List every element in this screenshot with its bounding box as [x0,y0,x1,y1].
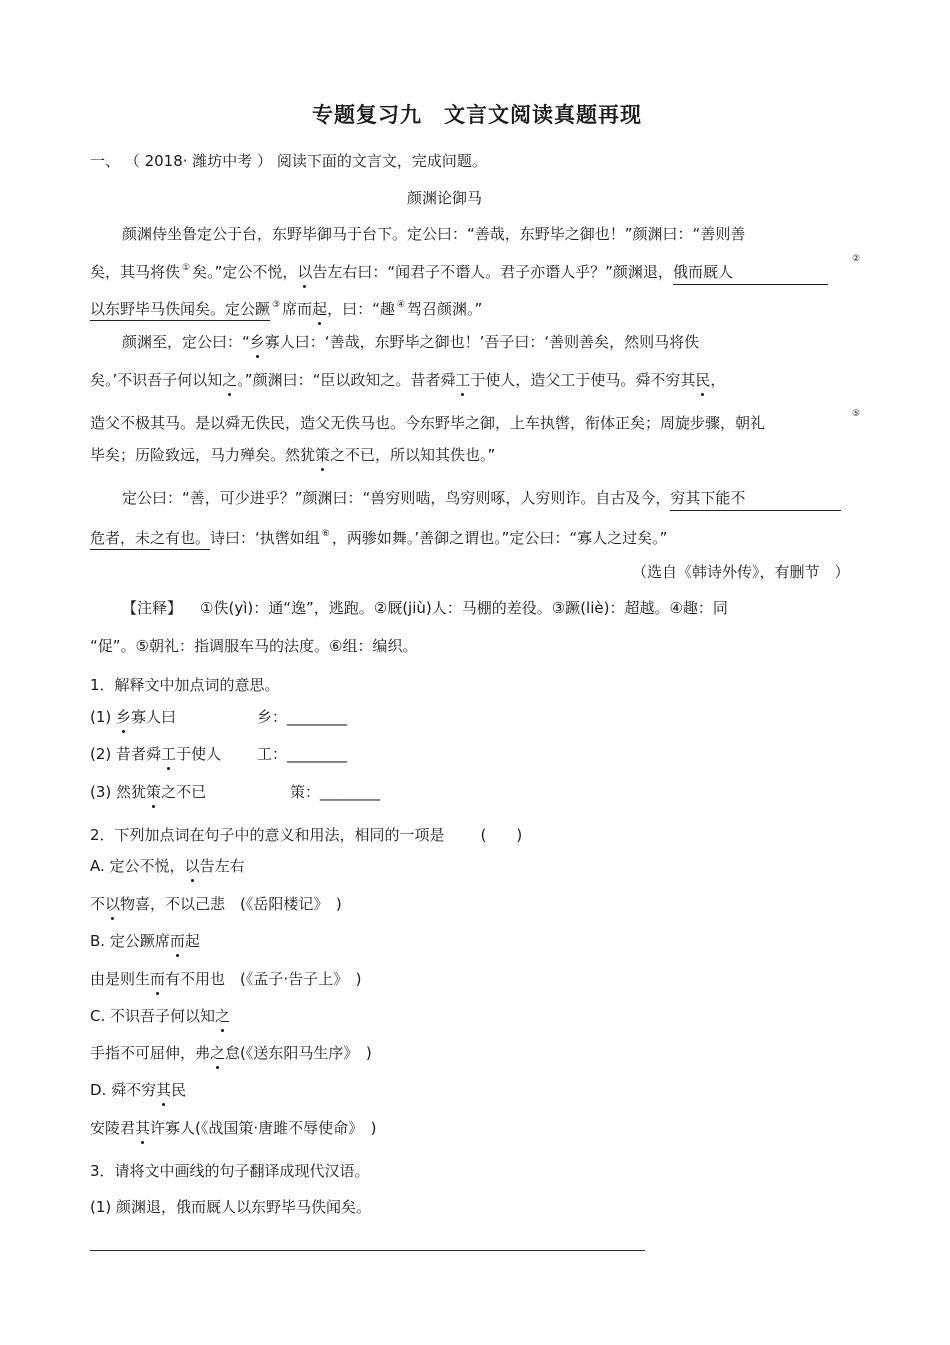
dotted-word: 而 [169,932,185,950]
question-item: (1) 乡寡人曰 [90,708,177,726]
dotted-word: 之 [222,371,238,389]
dotted-word: 以 [297,263,313,281]
question-3-stem: 3．请将文中画线的句子翻译成现代汉语。 [90,1162,370,1180]
page-title: 专题复习九 文言文阅读真题再现 [312,103,642,127]
option-b[interactable]: B. 定公蹶席而起 [90,932,200,950]
dotted-word: 工 [455,371,471,389]
question-2-stem: 2．下列加点词在句子中的意义和用法，相同的一项是 ( ) [90,826,523,844]
option-d[interactable]: D. 舜不穷其民 [90,1081,187,1099]
answer-paren[interactable]: ( ) [480,826,523,844]
passage-line: 以东野毕马佚闻矣。定公蹶 ③ 席而起，曰：“趣 ④ 驾召颜渊。” [90,295,482,319]
dotted-word: 之 [210,1044,226,1062]
answer-line[interactable] [90,1250,645,1251]
note-marker: ④ [396,300,405,310]
passage-line: 造父不极其马。是以舜无佚民，造父无佚马也。今东野毕之御，上车执辔，衔体正矣；周旋步骤，朝礼 [90,414,766,432]
section-heading: 一、 （ 2018· 潍坊中考 ） 阅读下面的文言文，完成问题。 [90,152,487,170]
passage-line: 定公曰：“善，可少进乎？”颜渊曰：“兽穷则啮，鸟穷则啄，人穷则诈。自古及今，穷其下能不 [122,488,841,511]
note-marker: ② [852,254,861,264]
note-marker: ① [182,263,191,273]
dotted-word: 工 [161,745,177,763]
dotted-word: 乡 [249,333,265,351]
option-a-compare: 不以物喜，不以己悲 (《岳阳楼记》 ) [90,895,342,913]
dotted-word: 其 [135,1119,151,1137]
notes-line: 【注释】 ①佚(yì)：通“逸”，逃跑。②厩(jiù)人：马棚的差役。③蹶(liè)：超越。④趣：同 [122,599,728,617]
passage-line: 颜渊侍坐鲁定公于台，东野毕御马于台下。定公曰：“善哉，东野毕之御也！”颜渊曰：“善则善 [122,225,746,243]
underlined-sentence: 穷其下能不 [670,488,841,511]
passage-title: 颜渊论御马 [407,189,483,207]
underlined-sentence: 以东野毕马佚闻矣。定公蹶 [90,300,270,321]
note-marker: ⑥ [321,529,330,539]
passage-line: 毕矣；历险致远，马力殚矣。然犹策之不已，所以知其佚也。” [90,446,496,464]
note-marker: ③ [272,300,281,310]
answer-blank[interactable]: ________ [320,783,381,801]
passage-line: 矣，其马将佚 ① 矣。”定公不悦，以告左右曰：“闻君子不谮人。君子亦谮人乎？”颜渊退，俄而厩人 [90,258,828,285]
option-c-compare: 手指不可屈伸，弗之怠(《送东阳马生序》 ) [90,1044,372,1062]
notes-line: “促”。⑤朝礼：指调服车马的法度。⑥组：编织。 [90,637,418,655]
dotted-word: 以 [184,857,200,875]
answer-blank[interactable]: ________ [287,708,348,726]
question-item-key: 工：________ [257,745,348,763]
passage-line: 颜渊至，定公曰：“乡寡人曰：‘善哉，东野毕之御也！’吾子曰：‘善则善矣，然则马将佚 [122,333,700,351]
question-1-stem: 1．解释文中加点词的意思。 [90,676,280,694]
question-item: (3) 然犹策之不已 [90,783,207,801]
option-a[interactable]: A. 定公不悦，以告左右 [90,857,245,875]
option-c[interactable]: C. 不识吾子何以知之 [90,1007,231,1025]
option-b-compare: 由是则生而有不用也 (《孟子·告子上》 ) [90,970,362,988]
dotted-word: 而 [150,970,166,988]
passage-line: 危者，未之有也。诗曰：‘执辔如组 ⑥ ，两骖如舞。’善御之谓也。”定公曰：“寡人之过矣。” [90,524,667,548]
underlined-sentence: 危者，未之有也。 [90,529,210,550]
dotted-word: 以 [105,895,121,913]
option-d-compare: 安陵君其许寡人(《战国策·唐雎不辱使命》 ) [90,1119,377,1137]
dotted-word: 之 [215,1007,231,1025]
notes-label: 【注释】 [122,599,183,617]
dotted-word: 策 [315,446,331,464]
passage-line: 矣。’不识吾子何以知之。”颜渊曰：“臣以政知之。昔者舜工于使人，造父工于使马。舜不穷其民， [90,371,726,389]
answer-blank[interactable]: ________ [287,745,348,763]
dotted-word: 民 [695,371,711,389]
dotted-word: 起 [312,300,328,318]
dotted-word: 策 [146,783,162,801]
question-item-key: 乡：________ [257,708,348,726]
underlined-sentence: 俄而厩人 [673,262,828,285]
question-3-item-1: (1) 颜渊退，俄而厩人以东野毕马佚闻矣。 [90,1198,372,1216]
dotted-word: 其 [156,1081,172,1099]
dotted-word: 乡 [116,708,132,726]
question-item-key: 策：________ [290,783,381,801]
question-item: (2) 昔者舜工于使人 [90,745,222,763]
passage-source: （选自《韩诗外传》，有删节 ） [632,563,850,581]
note-marker: ⑤ [852,409,861,419]
